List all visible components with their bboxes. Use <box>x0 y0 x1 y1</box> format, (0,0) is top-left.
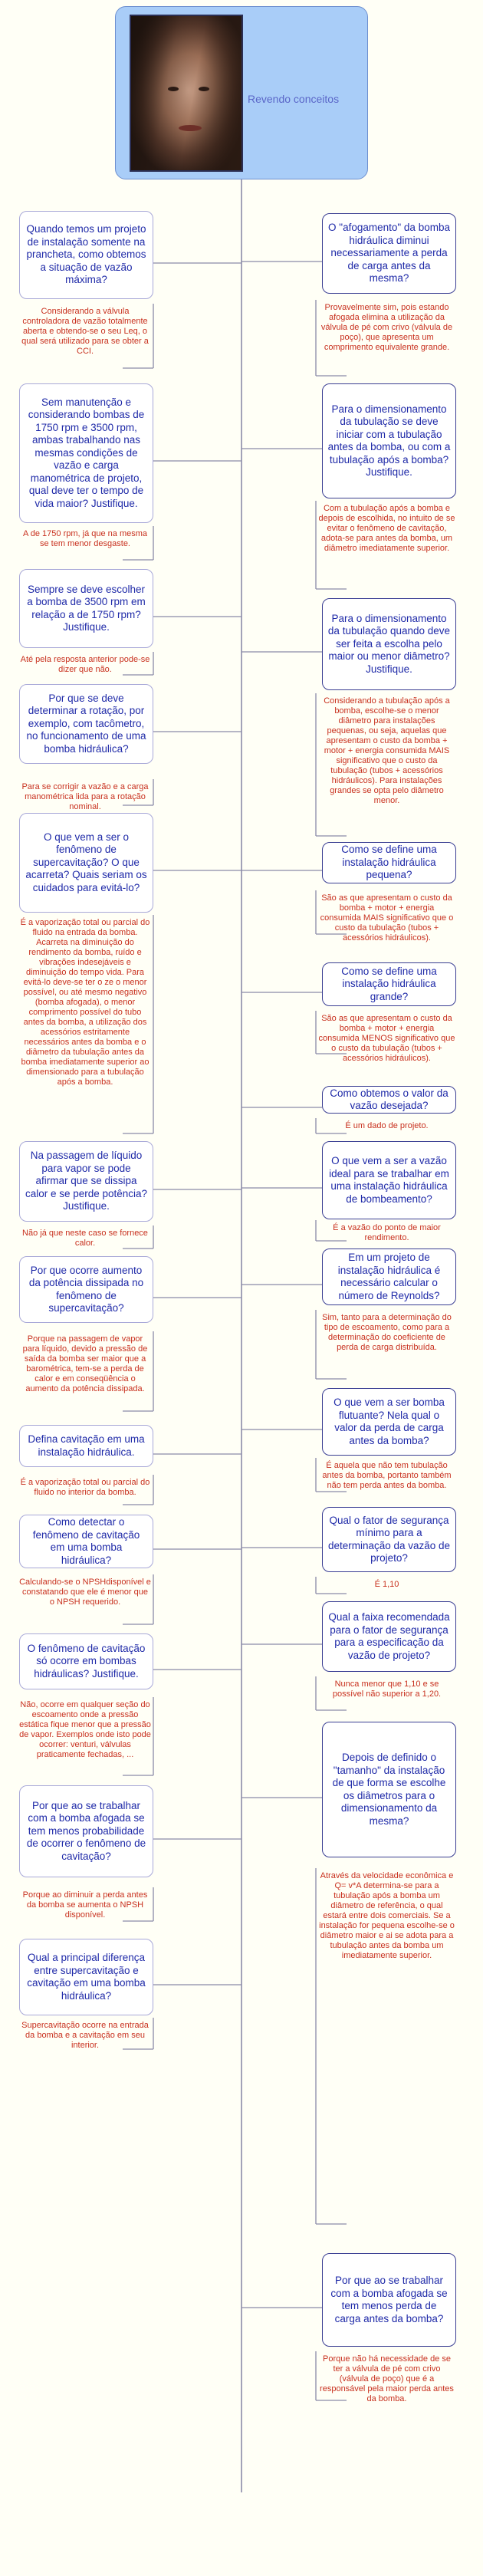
left-question-3[interactable]: Sempre se deve escolher a bomba de 3500 rpm em relação a de 1750 rpm? Justifique. <box>19 569 153 648</box>
right-question-7[interactable]: O que vem a ser a vazão ideal para se trabalhar em uma instalação hidráulica de bombeamento? <box>322 1141 456 1219</box>
right-question-12[interactable]: Depois de definido o "tamanho" da instalação de que forma se escolhe os diâmetros para o dimensionamento da mesma? <box>322 1722 456 1857</box>
left-answer-10: Não, ocorre em qualquer seção do escoamento onde a pressão estática fique menor que a pressão de vapor. Exemplos onde isto pode ocorrer: venturi, válvulas praticamente fechadas, ... <box>19 1700 151 1759</box>
left-question-4[interactable]: Por que se deve determinar a rotação, por exemplo, com tacômetro, no funcionamento de uma bomba hidráulica? <box>19 684 153 764</box>
left-answer-12: Supercavitação ocorre na entrada da bomba e a cavitação em seu interior. <box>21 2021 149 2050</box>
left-question-10[interactable]: O fenômeno de cavitação só ocorre em bombas hidráulicas? Justifique. <box>19 1633 153 1689</box>
left-question-2[interactable]: Sem manutenção e considerando bombas de 1750 rpm e 3500 rpm, ambas trabalhando nas mesmas condições de vazão e carga manométrica de projeto, qual deve ter o tempo de vida maior? Justifique. <box>19 383 153 523</box>
right-answer-11: Nunca menor que 1,10 e se possível não superior a 1,20. <box>332 1679 442 1699</box>
left-answer-9: Calculando-se o NPSHdisponível e constatando que ele é menor que o NPSH requerido. <box>19 1578 151 1607</box>
left-answer-7: Porque na passagem de vapor para líquido, devido a pressão de saída da bomba ser maior que a barométrica, tem-se a perda de calor e em conseqüência o aumento da potência dissipada. <box>22 1334 148 1393</box>
right-question-8[interactable]: Em um projeto de instalação hidráulica é necessário calcular o número de Reynolds? <box>322 1249 456 1305</box>
right-answer-4: São as que apresentam o custo da bomba + motor + energia consumida MAIS significativo que o custo da tubulação (tubos + acessórios hidráulicos). <box>320 893 454 943</box>
right-answer-10: É 1,10 <box>374 1580 399 1589</box>
right-question-1[interactable]: O "afogamento" da bomba hidráulica diminui necessariamente a perda de carga antes da mesma? <box>322 213 456 294</box>
right-answer-7: É a vazão do ponto de maior rendimento. <box>333 1223 441 1242</box>
left-answer-3: Até pela resposta anterior pode-se dizer que não. <box>20 655 150 674</box>
left-question-6[interactable]: Na passagem de líquido para vapor se pode afirmar que se dissipa calor e se perde potência? Justifique. <box>19 1141 153 1222</box>
left-question-9[interactable]: Como detectar o fenômeno de cavitação em uma bomba hidráulica? <box>19 1515 153 1568</box>
right-question-5[interactable]: Como se define uma instalação hidráulica grande? <box>322 962 456 1006</box>
left-answer-4: Para se corrigir a vazão e a carga manométrica lida para a rotação nominal. <box>21 782 149 811</box>
right-answer-6: É um dado de projeto. <box>345 1121 429 1130</box>
left-answer-2: A de 1750 rpm, já que na mesma se tem menor desgaste. <box>22 529 148 548</box>
portrait-photo <box>130 15 243 172</box>
right-question-2[interactable]: Para o dimensionamento da tubulação se deve iniciar com a tubulação antes da bomba, ou com a tubulação após a bomba? Justifique. <box>322 383 456 498</box>
right-question-3[interactable]: Para o dimensionamento da tubulação quando deve ser feita a escolha pelo maior ou menor diâmetro? Justifique. <box>322 598 456 690</box>
root-node[interactable] <box>115 6 368 179</box>
right-answer-13: Porque não há necessidade de se ter a válvula de pé com crivo (válvula de poço) que é a responsável pela maior perda antes da bomba. <box>320 2354 454 2403</box>
left-answer-8: É a vaporização total ou parcial do fluido no interior da bomba. <box>20 1478 150 1497</box>
left-answer-1: Considerando a válvula controladora de vazão totalmente aberta e obtendo-se o seu Leq, o qual será utilizado para se obter a CCI. <box>21 307 149 356</box>
left-answer-6: Não já que neste caso se fornece calor. <box>22 1229 148 1248</box>
right-answer-12: Através da velocidade econômica e Q= v*A determina-se para a tubulação após a bomba um diâmetro de referência, o qual estará entre dois comerciais. Se a instalação for pequena escolhe-se o diâmetro maior e ai se adota para a tubulação antes da bomba um imediatamente superior. <box>319 1871 455 1960</box>
right-question-13[interactable]: Por que ao se trabalhar com a bomba afogada se tem menos perda de carga antes da bomba? <box>322 2253 456 2347</box>
right-question-6[interactable]: Como obtemos o valor da vazão desejada? <box>322 1086 456 1114</box>
right-answer-5: São as que apresentam o custo da bomba + motor + energia consumida MENOS significativo que o custo da tubulação (tubos + acessórios hidráulicos). <box>318 1014 455 1063</box>
root-title: Revendo conceitos <box>248 93 340 105</box>
left-question-5[interactable]: O que vem a ser o fenômeno de supercavitação? O que acarreta? Quais seriam os cuidados para evitá-lo? <box>19 813 153 913</box>
right-answer-3: Considerando a tubulação após a bomba, escolhe-se o menor diâmetro para instalações pequenas, ou seja, aquelas que apresentam o custo da bomba + motor + energia consumida MAIS significativo que o custo da tubulação (tubos + acessórios hidráulicos). Para instalações grandes se opta pelo diâmetro menor. <box>324 696 450 805</box>
right-answer-2: Com a tubulação após a bomba e depois de escolhida, no intuito de se evitar o fenômeno de cavitação, adota-se para antes da bomba, um diâmetro imediatamente superior. <box>318 504 455 553</box>
left-answer-5: É a vaporização total ou parcial do fluido na entrada da bomba. Acarreta na diminuição do rendimento da bomba, ruído e vibrações indesejáveis e diminuição do tempo vida. Para evitá-lo deve-se ter o ze o menor possível, ou até mesmo negativo (bomba afogada), o menor comprimento possível do tubo antes da bomba, a utilização dos acessórios estritamente necessários antes da bomba e o diâmetro da tubulação antes da bomba imediatamente superior ao dimensionado para a tubulação após a bomba. <box>20 918 150 1087</box>
right-answer-1: Provavelmente sim, pois estando afogada elimina a utilização da válvula de pé com crivo (válvula de poço), que apresenta um comprimento equivalente grande. <box>320 303 453 352</box>
left-question-1[interactable]: Quando temos um projeto de instalação somente na prancheta, como obtemos a situação de vazão máxima? <box>19 211 153 299</box>
right-question-4[interactable]: Como se define uma instalação hidráulica pequena? <box>322 842 456 883</box>
left-question-7[interactable]: Por que ocorre aumento da potência dissipada no fenômeno de supercavitação? <box>19 1256 153 1323</box>
left-question-8[interactable]: Defina cavitação em uma instalação hidráulica. <box>19 1425 153 1467</box>
left-question-11[interactable]: Por que ao se trabalhar com a bomba afogada se tem menos probabilidade de ocorrer o fenômeno de cavitação? <box>19 1785 153 1877</box>
right-question-9[interactable]: O que vem a ser bomba flutuante? Nela qual o valor da perda de carga antes da bomba? <box>322 1388 456 1456</box>
right-question-10[interactable]: Qual o fator de segurança mínimo para a determinação da vazão de projeto? <box>322 1507 456 1572</box>
right-answer-9: É aquela que não tem tubulação antes da bomba, portanto também não tem perda antes da bomba. <box>322 1461 452 1490</box>
right-question-11[interactable]: Qual a faixa recomendada para o fator de segurança para a especificação da vazão de projeto? <box>322 1601 456 1672</box>
right-answer-8: Sim, tanto para a determinação do tipo de escoamento, como para a determinação do coeficiente de perda de carga distribuída. <box>322 1313 452 1352</box>
left-answer-11: Porque ao diminuir a perda antes da bomba se aumenta o NPSH disponível. <box>22 1890 148 1920</box>
left-question-12[interactable]: Qual a principal diferença entre supercavitação e cavitação em uma bomba hidráulica? <box>19 1939 153 2015</box>
